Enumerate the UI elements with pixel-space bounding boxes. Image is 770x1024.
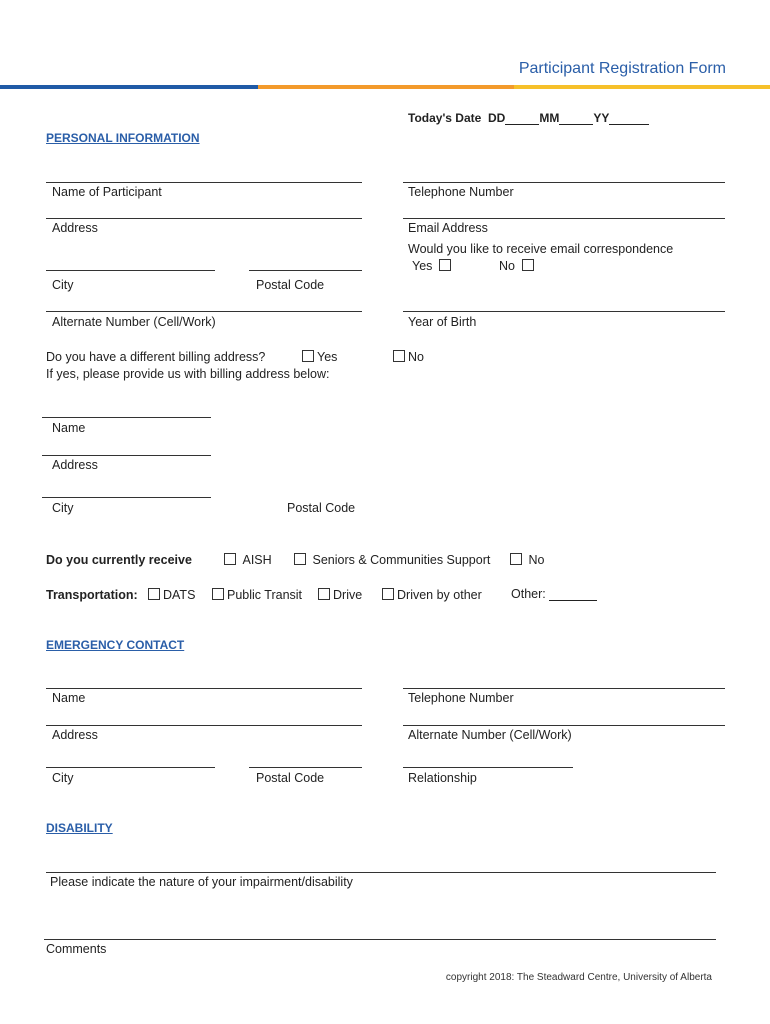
email-line[interactable] <box>403 218 725 219</box>
transport-driven-option[interactable] <box>382 588 482 602</box>
transport-driven-label: Driven by other <box>397 588 482 602</box>
transport-public-label: Public Transit <box>227 588 303 602</box>
comments-line[interactable] <box>44 939 716 940</box>
year-of-birth-line[interactable] <box>403 311 725 312</box>
todays-date <box>408 111 649 125</box>
transport-drive-checkbox[interactable] <box>318 588 330 600</box>
billing-no-checkbox[interactable] <box>393 350 405 362</box>
email-no-checkbox[interactable] <box>522 259 534 271</box>
email-yes-label: Yes <box>412 259 433 273</box>
billing-address-label: Address <box>52 458 98 472</box>
date-dd-label: DD <box>488 111 506 125</box>
header-bar-yellow <box>514 85 770 89</box>
address-label: Address <box>52 221 98 235</box>
emergency-address-label: Address <box>52 728 98 742</box>
telephone-label: Telephone Number <box>408 185 514 199</box>
support-seniors-label: Seniors & Communities Support <box>312 553 491 567</box>
emergency-name-label: Name <box>52 691 86 705</box>
billing-address-line[interactable] <box>42 455 211 456</box>
billing-no-option[interactable] <box>393 350 424 364</box>
billing-question: Do you have a different billing address? <box>46 350 266 364</box>
billing-note: If yes, please provide us with billing address below: <box>46 367 330 381</box>
support-aish-label: AISH <box>242 553 272 567</box>
emergency-alternate-line[interactable] <box>403 725 725 726</box>
billing-name-line[interactable] <box>42 417 211 418</box>
copyright-text: copyright 2018: The Steadward Centre, University of Alberta <box>445 972 712 983</box>
relationship-label: Relationship <box>408 771 477 785</box>
participant-name-label: Name of Participant <box>52 185 162 199</box>
support-no-label: No <box>528 553 545 567</box>
emergency-heading: EMERGENCY CONTACT <box>46 638 185 652</box>
form-title: Participant Registration Form <box>518 60 726 77</box>
transport-drive-option[interactable] <box>318 588 362 602</box>
billing-yes-option[interactable] <box>302 350 337 364</box>
personal-info-heading: PERSONAL INFORMATION <box>46 131 200 145</box>
date-label: Today's Date <box>408 111 482 125</box>
postal-label: Postal Code <box>256 278 325 292</box>
relationship-line[interactable] <box>403 767 573 768</box>
address-line[interactable] <box>46 218 362 219</box>
header-bar-blue <box>0 85 258 89</box>
email-no-label: No <box>499 259 515 273</box>
date-mm-field[interactable] <box>559 112 593 125</box>
support-seniors-checkbox[interactable] <box>294 553 306 565</box>
city-line[interactable] <box>46 270 215 271</box>
header-bar-orange <box>258 85 514 89</box>
transport-drive-label: Drive <box>333 588 363 602</box>
emergency-postal-label: Postal Code <box>256 771 325 785</box>
email-yes-checkbox[interactable] <box>439 259 451 271</box>
telephone-line[interactable] <box>403 182 725 183</box>
billing-no-label: No <box>408 350 424 364</box>
support-no-checkbox[interactable] <box>510 553 522 565</box>
disability-heading: DISABILITY <box>46 821 113 835</box>
billing-city-line[interactable] <box>42 497 211 498</box>
date-dd-field[interactable] <box>505 112 539 125</box>
transportation-label: Transportation: <box>46 588 138 602</box>
email-question: Would you like to receive email correspondence <box>408 242 674 256</box>
alternate-number-line[interactable] <box>46 311 362 312</box>
alternate-number-label: Alternate Number (Cell/Work) <box>52 315 216 329</box>
date-yy-field[interactable] <box>609 112 649 125</box>
city-label: City <box>52 278 74 292</box>
emergency-postal-line[interactable] <box>249 767 362 768</box>
transport-dats-checkbox[interactable] <box>148 588 160 600</box>
emergency-name-line[interactable] <box>46 688 362 689</box>
emergency-alternate-label: Alternate Number (Cell/Work) <box>408 728 572 742</box>
support-no-option[interactable] <box>510 553 544 567</box>
email-no-option[interactable] <box>499 259 537 273</box>
support-aish-checkbox[interactable] <box>224 553 236 565</box>
date-yy-label: YY <box>593 111 610 125</box>
emergency-address-line[interactable] <box>46 725 362 726</box>
emergency-telephone-label: Telephone Number <box>408 691 514 705</box>
participant-name-line[interactable] <box>46 182 362 183</box>
emergency-city-label: City <box>52 771 74 785</box>
emergency-city-line[interactable] <box>46 767 215 768</box>
emergency-telephone-line[interactable] <box>403 688 725 689</box>
transport-public-checkbox[interactable] <box>212 588 224 600</box>
year-of-birth-label: Year of Birth <box>408 315 477 329</box>
transport-other-label: Other: <box>511 587 546 601</box>
billing-yes-label: Yes <box>317 350 338 364</box>
support-seniors-option[interactable] <box>294 553 490 567</box>
transport-dats-label: DATS <box>163 588 196 602</box>
disability-nature-line[interactable] <box>46 872 716 873</box>
comments-label: Comments <box>46 942 107 956</box>
transport-other-field[interactable] <box>549 588 597 601</box>
disability-nature-label: Please indicate the nature of your impairment/disability <box>50 875 353 889</box>
email-yes-option[interactable] <box>412 259 454 273</box>
date-mm-label: MM <box>539 111 560 125</box>
transport-public-option[interactable] <box>212 588 302 602</box>
postal-line[interactable] <box>249 270 362 271</box>
billing-postal-label: Postal Code <box>287 501 356 515</box>
billing-yes-checkbox[interactable] <box>302 350 314 362</box>
support-aish-option[interactable] <box>224 553 272 567</box>
transport-driven-checkbox[interactable] <box>382 588 394 600</box>
support-label: Do you currently receive <box>46 553 192 567</box>
transport-dats-option[interactable] <box>148 588 195 602</box>
email-label: Email Address <box>408 221 488 235</box>
billing-city-label: City <box>52 501 74 515</box>
billing-name-label: Name <box>52 421 86 435</box>
transport-other-option[interactable] <box>511 587 597 601</box>
